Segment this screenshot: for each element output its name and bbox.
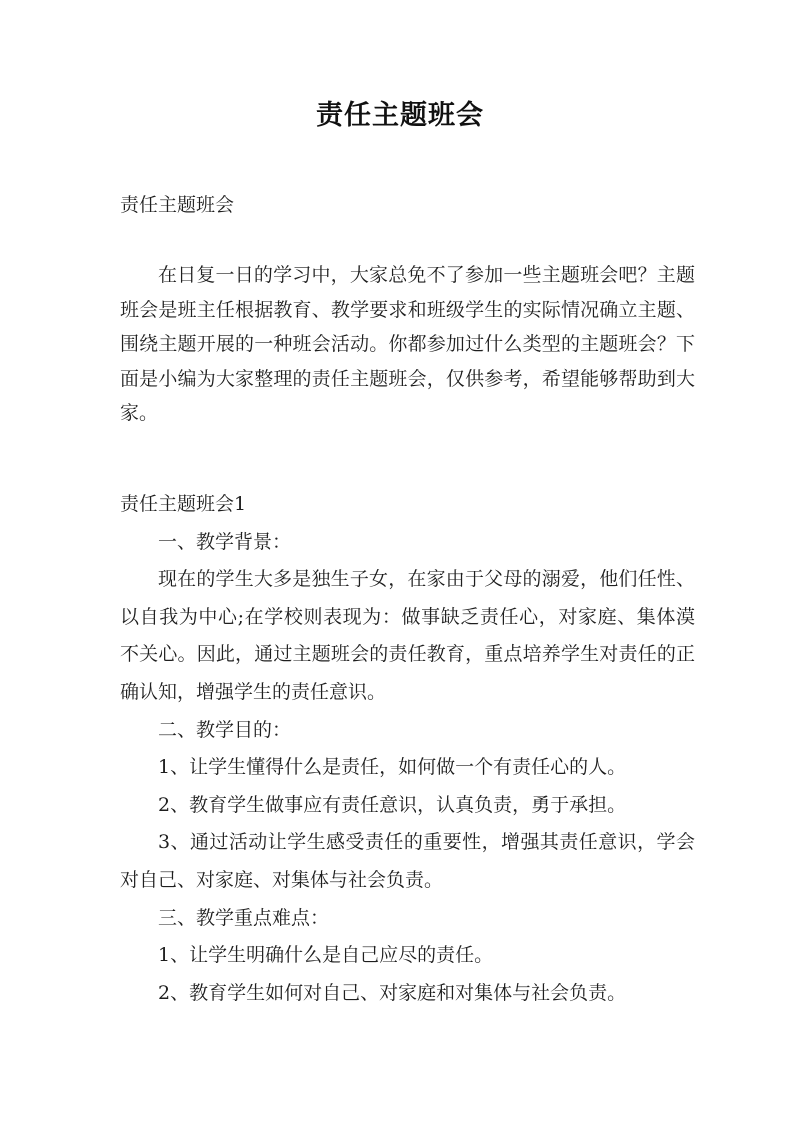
objectives-heading: 二、教学目的： (158, 718, 292, 741)
objective-item-3: 3、通过活动让学生感受责任的重要性，增强其责任意识，学会对自己、对家庭、对集体与社会负责。 (120, 831, 695, 891)
document-subtitle: 责任主题班会 (120, 194, 235, 216)
objective-item-2: 2、教育学生做事应有责任意识，认真负责，勇于承担。 (158, 793, 627, 816)
section-heading: 责任主题班会1 (120, 493, 247, 515)
objective-item-1: 1、让学生懂得什么是责任，如何做一个有责任心的人。 (158, 756, 627, 779)
key-point-item-1: 1、让学生明确什么是自己应尽的责任。 (158, 944, 494, 967)
background-heading: 一、教学背景： (158, 530, 292, 553)
section-1 (120, 486, 695, 1012)
intro-paragraph: 在日复一日的学习中，大家总免不了参加一些主题班会吧？主题班会是班主任根据教育、教学要求和班级学生的实际情况确立主题、围绕主题开展的一种班会活动。你都参加过什么类型的主题班会？下面是小编为大家整理的责任主题班会，仅供参考，希望能够帮助到大家。 (120, 264, 695, 425)
key-point-item-2: 2、教育学生如何对自己、对家庭和对集体与社会负责。 (158, 981, 627, 1004)
background-paragraph: 现在的学生大多是独生子女，在家由于父母的溺爱，他们任性、以自我为中心;在学校则表现为：做事缺乏责任心，对家庭、集体漠不关心。因此，通过主题班会的责任教育，重点培养学生对责任的正确认知，增强学生的责任意识。 (120, 568, 695, 703)
key-points-heading: 三、教学重点难点： (158, 906, 330, 929)
document-title: 责任主题班会 (316, 100, 484, 131)
